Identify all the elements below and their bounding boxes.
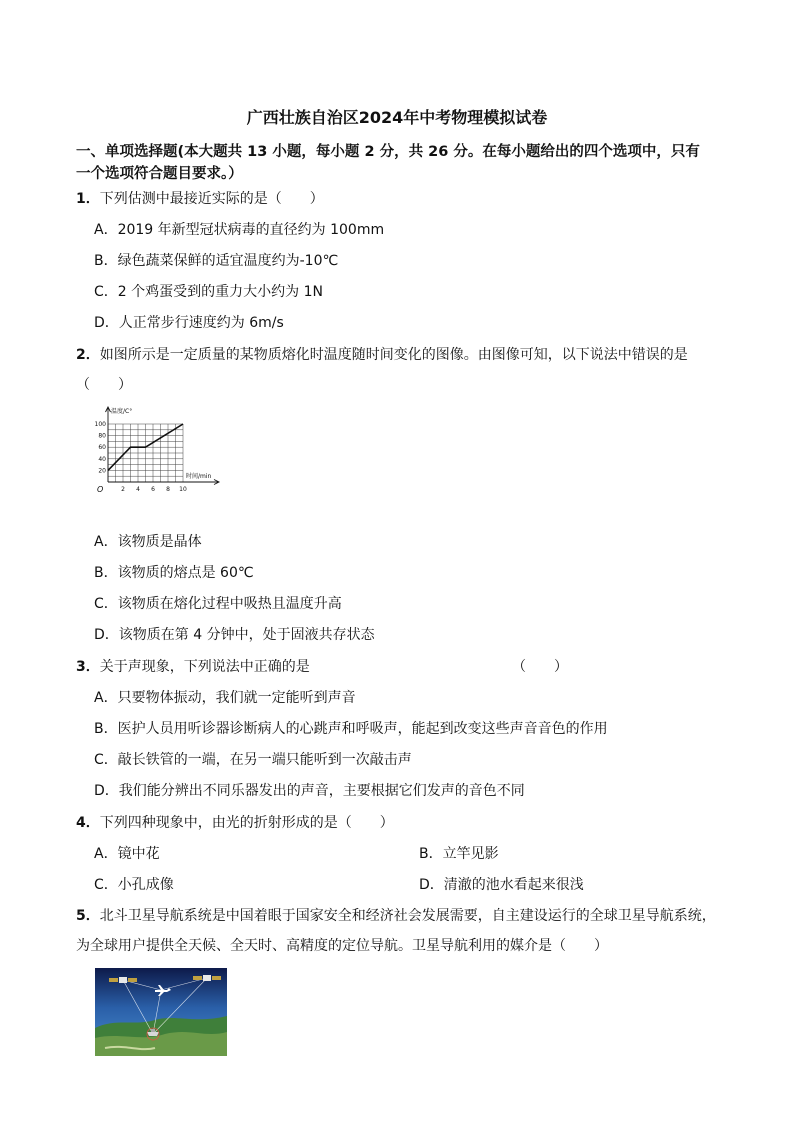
question-2 (76, 344, 688, 364)
section-heading-line2: 一个选项符合题目要求。） (76, 166, 243, 182)
question-5 (76, 905, 716, 925)
question-number: 5． (76, 908, 100, 924)
question-number: 1． (76, 191, 100, 207)
satellite-navigation-image (95, 968, 227, 1056)
question-3-paren: （ ） (512, 659, 568, 675)
q3-option-b: B．医护人员用听诊器诊断病人的心跳声和呼吸声，能起到改变这些声音音色的作用 (94, 721, 608, 737)
q4-option-c: C．小孔成像 (94, 877, 174, 893)
y-tick-label: 100 (94, 421, 106, 428)
question-number: 3． (76, 659, 100, 675)
question-stem: 北斗卫星导航系统是中国着眼于国家安全和经济社会发展需要，自主建设运行的全球卫星导航系统， (99, 908, 716, 924)
q1-option-b: B．绿色蔬菜保鲜的适宜温度约为-10℃ (94, 253, 339, 269)
q4-option-b: B．立竿见影 (419, 846, 499, 862)
question-number: 4． (76, 815, 100, 831)
q2-option-d: D．该物质在第 4 分钟中，处于固液共存状态 (94, 627, 375, 643)
q1-option-d: D．人正常步行速度约为 6m/s (94, 315, 284, 331)
q2-option-b: B．该物质的熔点是 60℃ (94, 565, 254, 581)
x-axis-label: 时间/min (186, 473, 212, 480)
question-3 (76, 656, 310, 676)
page-title: 广西壮族自治区2024年中考物理模拟试卷 (246, 108, 548, 127)
y-axis-label: 温度/C° (111, 408, 133, 415)
question-stem: 关于声现象，下列说法中正确的是 (99, 659, 310, 675)
q3-option-a: A．只要物体振动，我们就一定能听到声音 (94, 690, 356, 706)
q4-option-d: D．清澈的池水看起来很浅 (419, 877, 584, 893)
y-tick-label: 60 (98, 444, 106, 452)
origin-label: O (97, 485, 104, 494)
q3-option-c: C．敲长铁管的一端，在另一端只能听到一次敲击声 (94, 752, 412, 768)
y-tick-label: 20 (98, 467, 106, 475)
q2-option-a: A．该物质是晶体 (94, 534, 202, 550)
x-tick-label: 10 (179, 486, 187, 493)
q1-option-a: A．2019 年新型冠状病毒的直径约为 100mm (94, 222, 385, 238)
section-heading-line1: 一、单项选择题(本大题共 13 小题，每小题 2 分，共 26 分。在每小题给出的四个选项中，只有 (76, 144, 700, 160)
question-4 (76, 812, 394, 832)
question-5-line2: 为全球用户提供全天候、全天时、高精度的定位导航。卫星导航利用的媒介是（ ） (76, 938, 608, 954)
chart-grid (108, 424, 183, 482)
x-tick-label: 2 (121, 486, 125, 493)
question-number: 2． (76, 347, 100, 363)
q3-option-d: D．我们能分辨出不同乐器发出的声音，主要根据它们发声的音色不同 (94, 783, 525, 799)
y-tick-label: 80 (98, 432, 106, 440)
y-tick-label: 40 (98, 455, 106, 463)
question-stem: 如图所示是一定质量的某物质熔化时温度随时间变化的图像。由图像可知，以下说法中错误的是 (99, 347, 688, 363)
question-2-paren: （ ） (76, 377, 132, 393)
x-tick-label: 6 (151, 486, 155, 493)
question-stem: 下列四种现象中，由光的折射形成的是（ ） (99, 815, 394, 831)
q4-option-a: A．镜中花 (94, 846, 160, 862)
x-tick-label: 4 (136, 486, 140, 493)
question-1 (76, 188, 324, 208)
melting-graph (94, 402, 224, 512)
x-tick-label: 8 (166, 486, 170, 493)
question-stem: 下列估测中最接近实际的是（ ） (99, 191, 324, 207)
q2-option-c: C．该物质在熔化过程中吸热且温度升高 (94, 596, 342, 612)
q1-option-c: C．2 个鸡蛋受到的重力大小约为 1N (94, 284, 323, 300)
